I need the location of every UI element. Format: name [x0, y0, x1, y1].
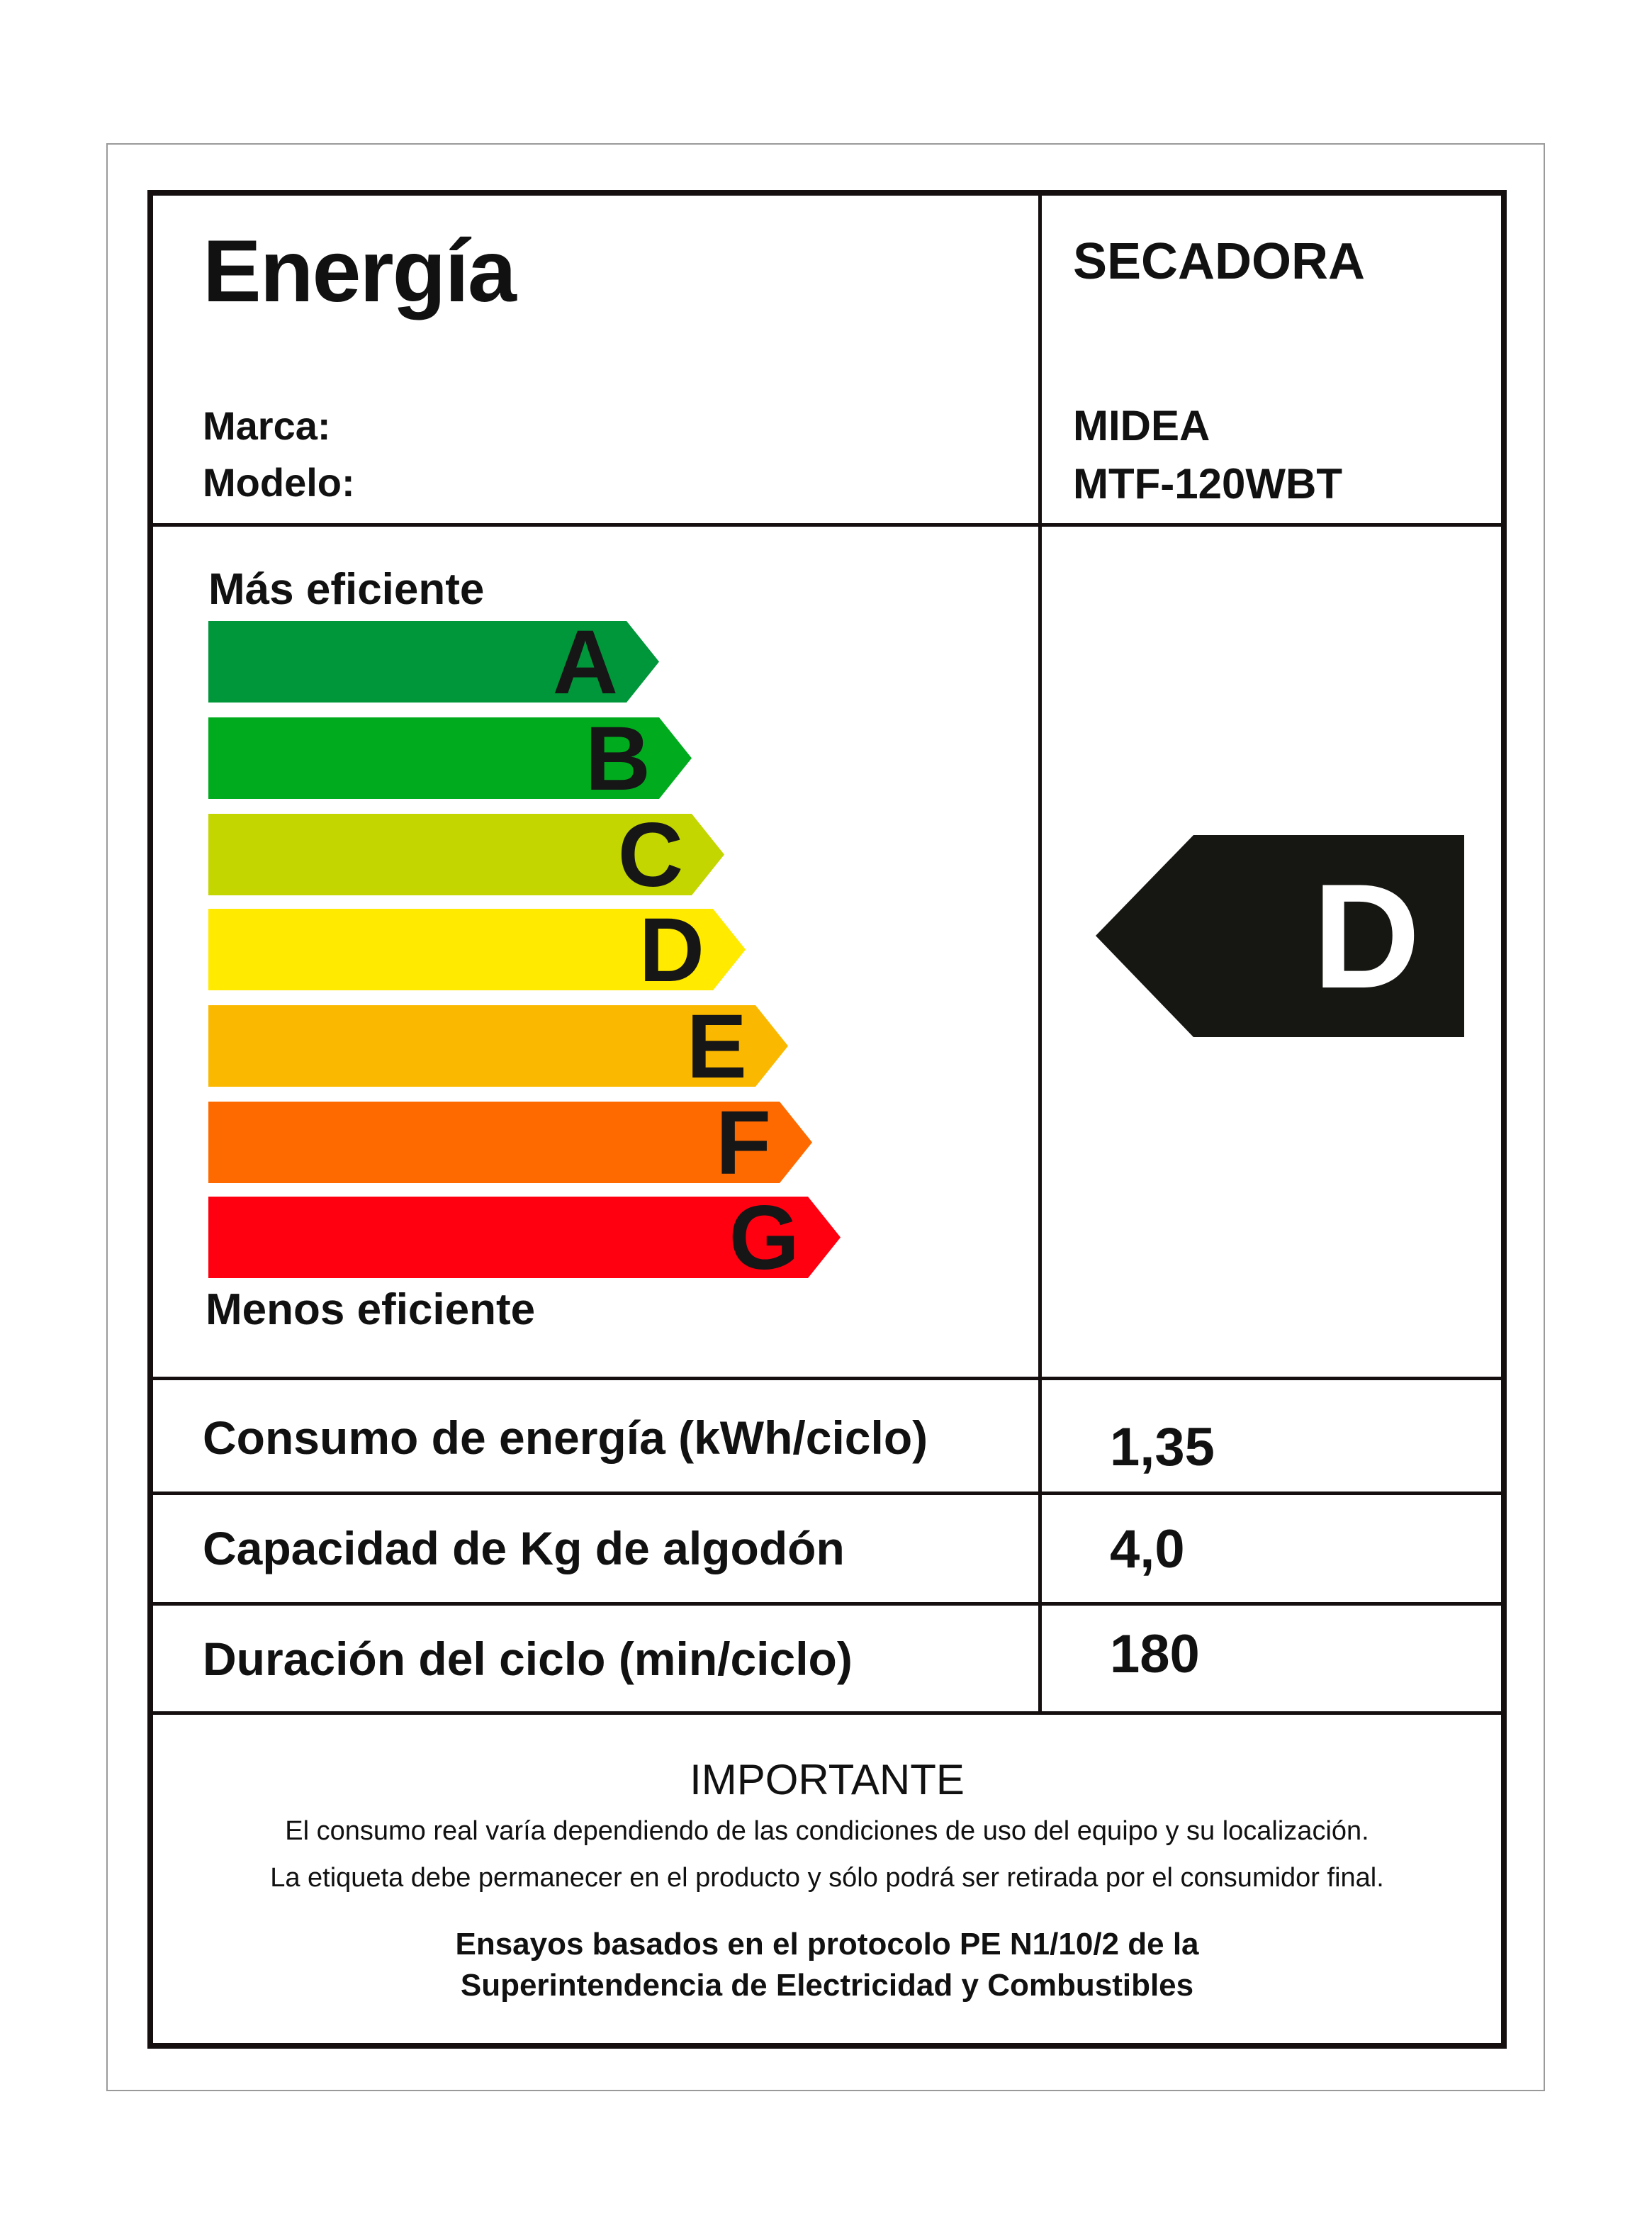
protocol-line-1: Ensayos basados en el protocolo PE N1/10/2 de la	[455, 1927, 1199, 1961]
header-divider	[153, 523, 1501, 527]
model-value: MTF-120WBT	[1073, 460, 1342, 508]
bar-letter: E	[686, 996, 747, 1097]
spec-energy-value: 1,35	[1110, 1417, 1215, 1477]
efficiency-bar-e	[208, 996, 788, 1097]
spec-duration-label: Duración del ciclo (min/ciclo)	[203, 1633, 853, 1685]
least-efficient-label: Menos eficiente	[206, 1285, 536, 1334]
energy-label	[147, 190, 1507, 2049]
model-label: Modelo:	[203, 460, 355, 505]
efficiency-bar-g	[208, 1187, 841, 1289]
rating-letter: D	[1313, 853, 1420, 1019]
brand-value: MIDEA	[1073, 402, 1210, 449]
bar-letter: F	[715, 1092, 771, 1194]
bar-letter: A	[552, 612, 618, 713]
efficiency-bar-a	[208, 612, 659, 713]
column-divider	[1038, 196, 1042, 1714]
bar-letter: C	[617, 805, 683, 906]
bar-letter: D	[639, 900, 704, 1001]
row-divider	[153, 1602, 1501, 1606]
spec-duration-value: 180	[1110, 1624, 1200, 1684]
spec-capacity-label: Capacidad de Kg de algodón	[203, 1522, 845, 1574]
spec-capacity-value: 4,0	[1110, 1519, 1185, 1579]
efficiency-bar-b	[208, 708, 692, 810]
spec-energy-label: Consumo de energía (kWh/ciclo)	[203, 1411, 928, 1464]
appliance-type: SECADORA	[1073, 233, 1366, 290]
bar-letter: B	[585, 708, 651, 810]
label-title: Energía	[203, 223, 515, 320]
important-heading: IMPORTANTE	[690, 1756, 965, 1803]
most-efficient-label: Más eficiente	[208, 565, 485, 614]
scale-divider	[153, 1377, 1501, 1380]
efficiency-bar-c	[208, 805, 724, 906]
row-divider	[153, 1711, 1501, 1715]
efficiency-bar-d	[208, 900, 746, 1001]
important-line-2: La etiqueta debe permanecer en el producto y sólo podrá ser retirada por el consumidor final.	[270, 1863, 1384, 1893]
important-line-1: El consumo real varía dependiendo de las condiciones de uso del equipo y su localización.	[285, 1816, 1369, 1846]
protocol-line-2: Superintendencia de Electricidad y Combustibles	[460, 1968, 1194, 2003]
row-divider	[153, 1492, 1501, 1495]
brand-label: Marca:	[203, 403, 331, 448]
bar-letter: G	[729, 1187, 799, 1289]
rating-indicator	[1096, 835, 1464, 1037]
efficiency-bar-f	[208, 1092, 812, 1194]
